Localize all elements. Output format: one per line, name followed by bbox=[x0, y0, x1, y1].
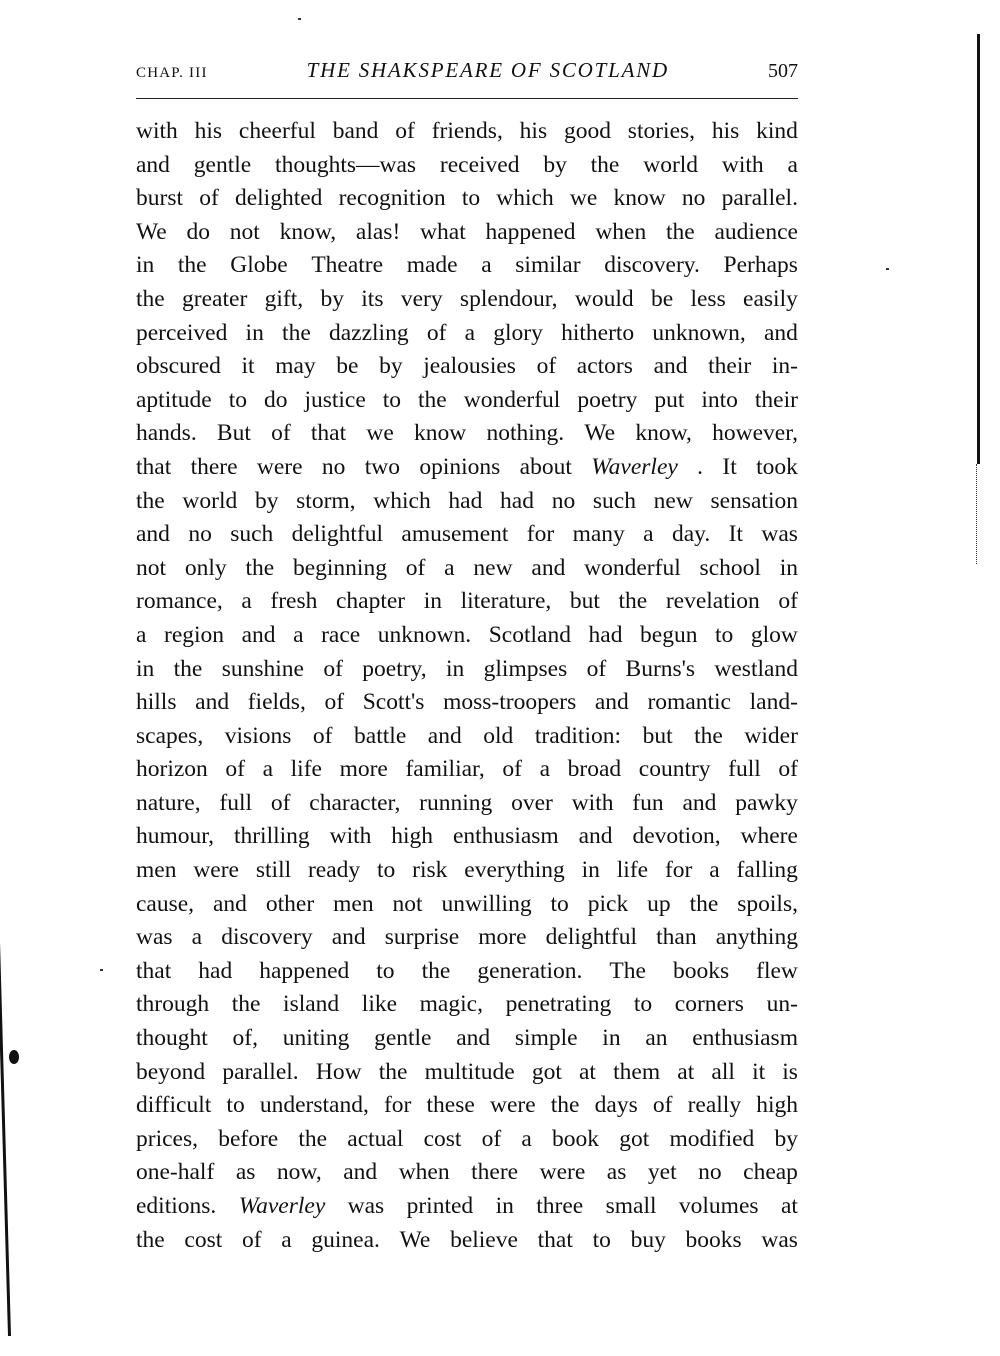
text-line: men were still ready to risk everything in life for a falling bbox=[136, 857, 798, 884]
text-line: through the island like magic, penetrating to corners un- bbox=[136, 991, 798, 1018]
text-line: a region and a race unknown. Scotland had begun to glow bbox=[136, 621, 798, 648]
text-line: nature, full of character, running over with fun and pawky bbox=[136, 789, 798, 816]
text-line: the cost of a guinea. We believe that to buy books was bbox=[136, 1226, 798, 1253]
text-line: horizon of a life more familiar, of a broad country full of bbox=[136, 756, 798, 783]
text-line: beyond parallel. How the multitude got at them at all it is bbox=[136, 1058, 798, 1085]
text-line: cause, and other men not unwilling to pick up the spoils, bbox=[136, 890, 798, 917]
body-text bbox=[136, 115, 798, 1257]
text-line: that had happened to the generation. The books flew bbox=[136, 957, 798, 984]
header-rule bbox=[136, 98, 798, 99]
speck bbox=[298, 18, 301, 20]
text-line: thought of, uniting gentle and simple in an enthusiasm bbox=[136, 1025, 798, 1052]
text-line: aptitude to do justice to the wonderful poetry put into their bbox=[136, 386, 798, 413]
text-line: and gentle thoughts—was received by the world with a bbox=[136, 151, 798, 178]
speck bbox=[100, 969, 103, 971]
text-line: burst of delighted recognition to which we know no parallel. bbox=[136, 185, 798, 212]
running-title: THE SHAKSPEARE OF SCOTLAND bbox=[306, 58, 670, 82]
text-line: with his cheerful band of friends, his good stories, his kind bbox=[136, 118, 798, 144]
right-page-edge-tail bbox=[976, 464, 978, 564]
text-line: We do not know, alas! what happened when the audience bbox=[136, 218, 798, 245]
text-line: humour, thrilling with high enthusiasm and devotion, where bbox=[136, 823, 798, 850]
text-line: in the Globe Theatre made a similar discovery. Perhaps bbox=[136, 252, 798, 279]
ink-blot bbox=[9, 1050, 19, 1064]
text-line: in the sunshine of poetry, in glimpses of Burns's westland bbox=[136, 655, 798, 682]
text-line: hands. But of that we know nothing. We know, however, bbox=[136, 420, 798, 447]
text-line: and no such delightful amusement for many a day. It was bbox=[136, 521, 798, 548]
text-line: was a discovery and surprise more delightful than anything bbox=[136, 924, 798, 951]
text-line: that there were no two opinions about Waverley . It took bbox=[136, 453, 798, 480]
text-line: romance, a fresh chapter in literature, but the revelation of bbox=[136, 588, 798, 615]
chapter-label: CHAP. III bbox=[136, 65, 208, 81]
text-line: hills and fields, of Scott's moss-troopers and romantic land- bbox=[136, 689, 798, 716]
text-line: perceived in the dazzling of a glory hitherto unknown, and bbox=[136, 319, 798, 346]
text-line: not only the beginning of a new and wonderful school in bbox=[136, 554, 798, 581]
text-line: one-half as now, and when there were as yet no cheap bbox=[136, 1159, 798, 1186]
speck bbox=[886, 268, 889, 270]
running-head bbox=[136, 58, 798, 92]
left-page-edge bbox=[0, 744, 11, 1336]
text-line: difficult to understand, for these were the days of really high bbox=[136, 1092, 798, 1119]
right-page-edge bbox=[977, 34, 980, 464]
page-number: 507 bbox=[768, 60, 798, 82]
text-line: the world by storm, which had had no such new sensation bbox=[136, 487, 798, 514]
text-line: editions. Waverley was printed in three small volumes at bbox=[136, 1193, 798, 1219]
text-line: prices, before the actual cost of a book got modified by bbox=[136, 1125, 798, 1152]
text-line: obscured it may be by jealousies of actors and their in- bbox=[136, 353, 798, 380]
text-line: the greater gift, by its very splendour, would be less easily bbox=[136, 285, 798, 312]
text-line: scapes, visions of battle and old tradition: but the wider bbox=[136, 722, 798, 749]
